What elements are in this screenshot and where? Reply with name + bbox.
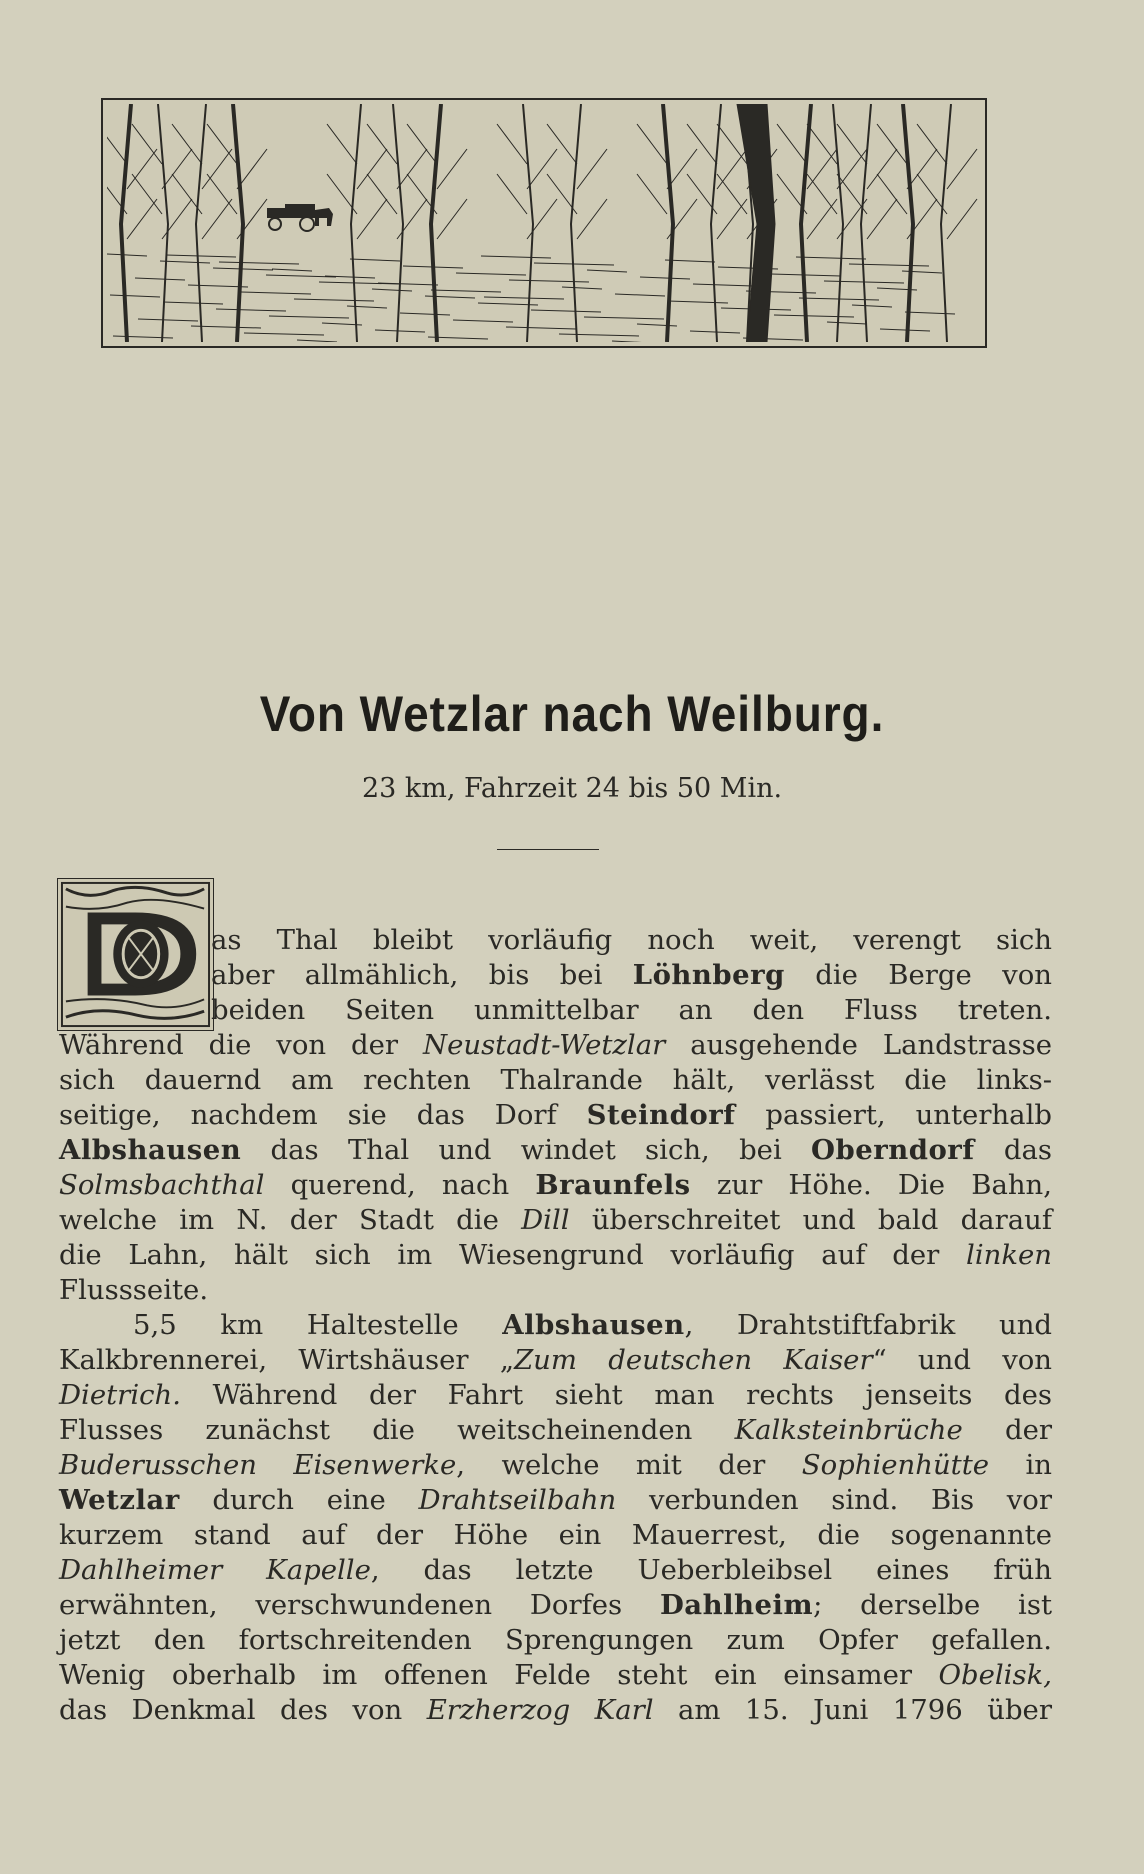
text-line: sich dauernd am rechten Thalrande hält, verlässt die links-	[59, 1064, 1052, 1096]
route-info: 23 km, Fahrzeit 24 bis 50 Min.	[361, 773, 783, 804]
carriage-icon	[267, 204, 333, 231]
woodcut-drawing	[107, 104, 981, 342]
chapter-title: Von Wetzlar nach Weilburg.	[259, 686, 885, 742]
section-divider	[497, 849, 599, 850]
text-line: Wetzlar durch eine Drahtseilbahn verbunden sind. Bis vor	[59, 1484, 1053, 1516]
text-line: das Denkmal des von Erzherzog Karl am 15. Juni 1796 über	[59, 1694, 1052, 1726]
text-line: Albshausen das Thal und windet sich, bei Oberndorf das	[59, 1134, 1053, 1166]
text-line: Dietrich. Während der Fahrt sieht man rechts jenseits des	[59, 1379, 1052, 1411]
forest-woodcut-illustration	[101, 98, 987, 348]
body-text	[59, 923, 1052, 1728]
text-line: jetzt den fortschreitenden Sprengungen zum Opfer gefallen.	[59, 1624, 1052, 1656]
text-line: kurzem stand auf der Höhe ein Mauerrest, die sogenannte	[59, 1519, 1052, 1551]
text-line: Kalkbrennerei, Wirtshäuser „Zum deutschen Kaiser“ und von	[59, 1344, 1053, 1376]
text-line: aber allmählich, bis bei Löhnberg die Berge von	[211, 959, 1052, 991]
text-line: as Thal bleibt vorläufig noch weit, verengt sich	[211, 924, 1052, 956]
text-line: Flusses zunächst die weitscheinenden Kalksteinbrüche der	[59, 1414, 1053, 1446]
text-line: Während die von der Neustadt-Wetzlar ausgehende Landstrasse	[59, 1029, 1052, 1061]
text-line: Buderusschen Eisenwerke, welche mit der Sophienhütte in	[59, 1449, 1052, 1481]
text-line: 5,5 km Haltestelle Albshausen, Drahtstiftfabrik und	[133, 1309, 1053, 1341]
text-line: Dahlheimer Kapelle, das letzte Ueberbleibsel eines früh	[59, 1554, 1052, 1586]
text-line: Flussseite.	[59, 1274, 209, 1306]
text-line: seitige, nachdem sie das Dorf Steindorf passiert, unterhalb	[59, 1099, 1052, 1131]
text-line: welche im N. der Stadt die Dill überschreitet und bald darauf	[59, 1204, 1053, 1236]
text-line: Wenig oberhalb im offenen Felde steht ein einsamer Obelisk,	[59, 1659, 1052, 1691]
text-line: erwähnten, verschwundenen Dorfes Dahlheim; derselbe ist	[59, 1589, 1052, 1621]
text-line: Solmsbachthal querend, nach Braunfels zur Höhe. Die Bahn,	[59, 1169, 1053, 1201]
text-line: die Lahn, hält sich im Wiesengrund vorläufig auf der linken	[59, 1239, 1052, 1271]
text-line: beiden Seiten unmittelbar an den Fluss treten.	[211, 994, 1052, 1026]
